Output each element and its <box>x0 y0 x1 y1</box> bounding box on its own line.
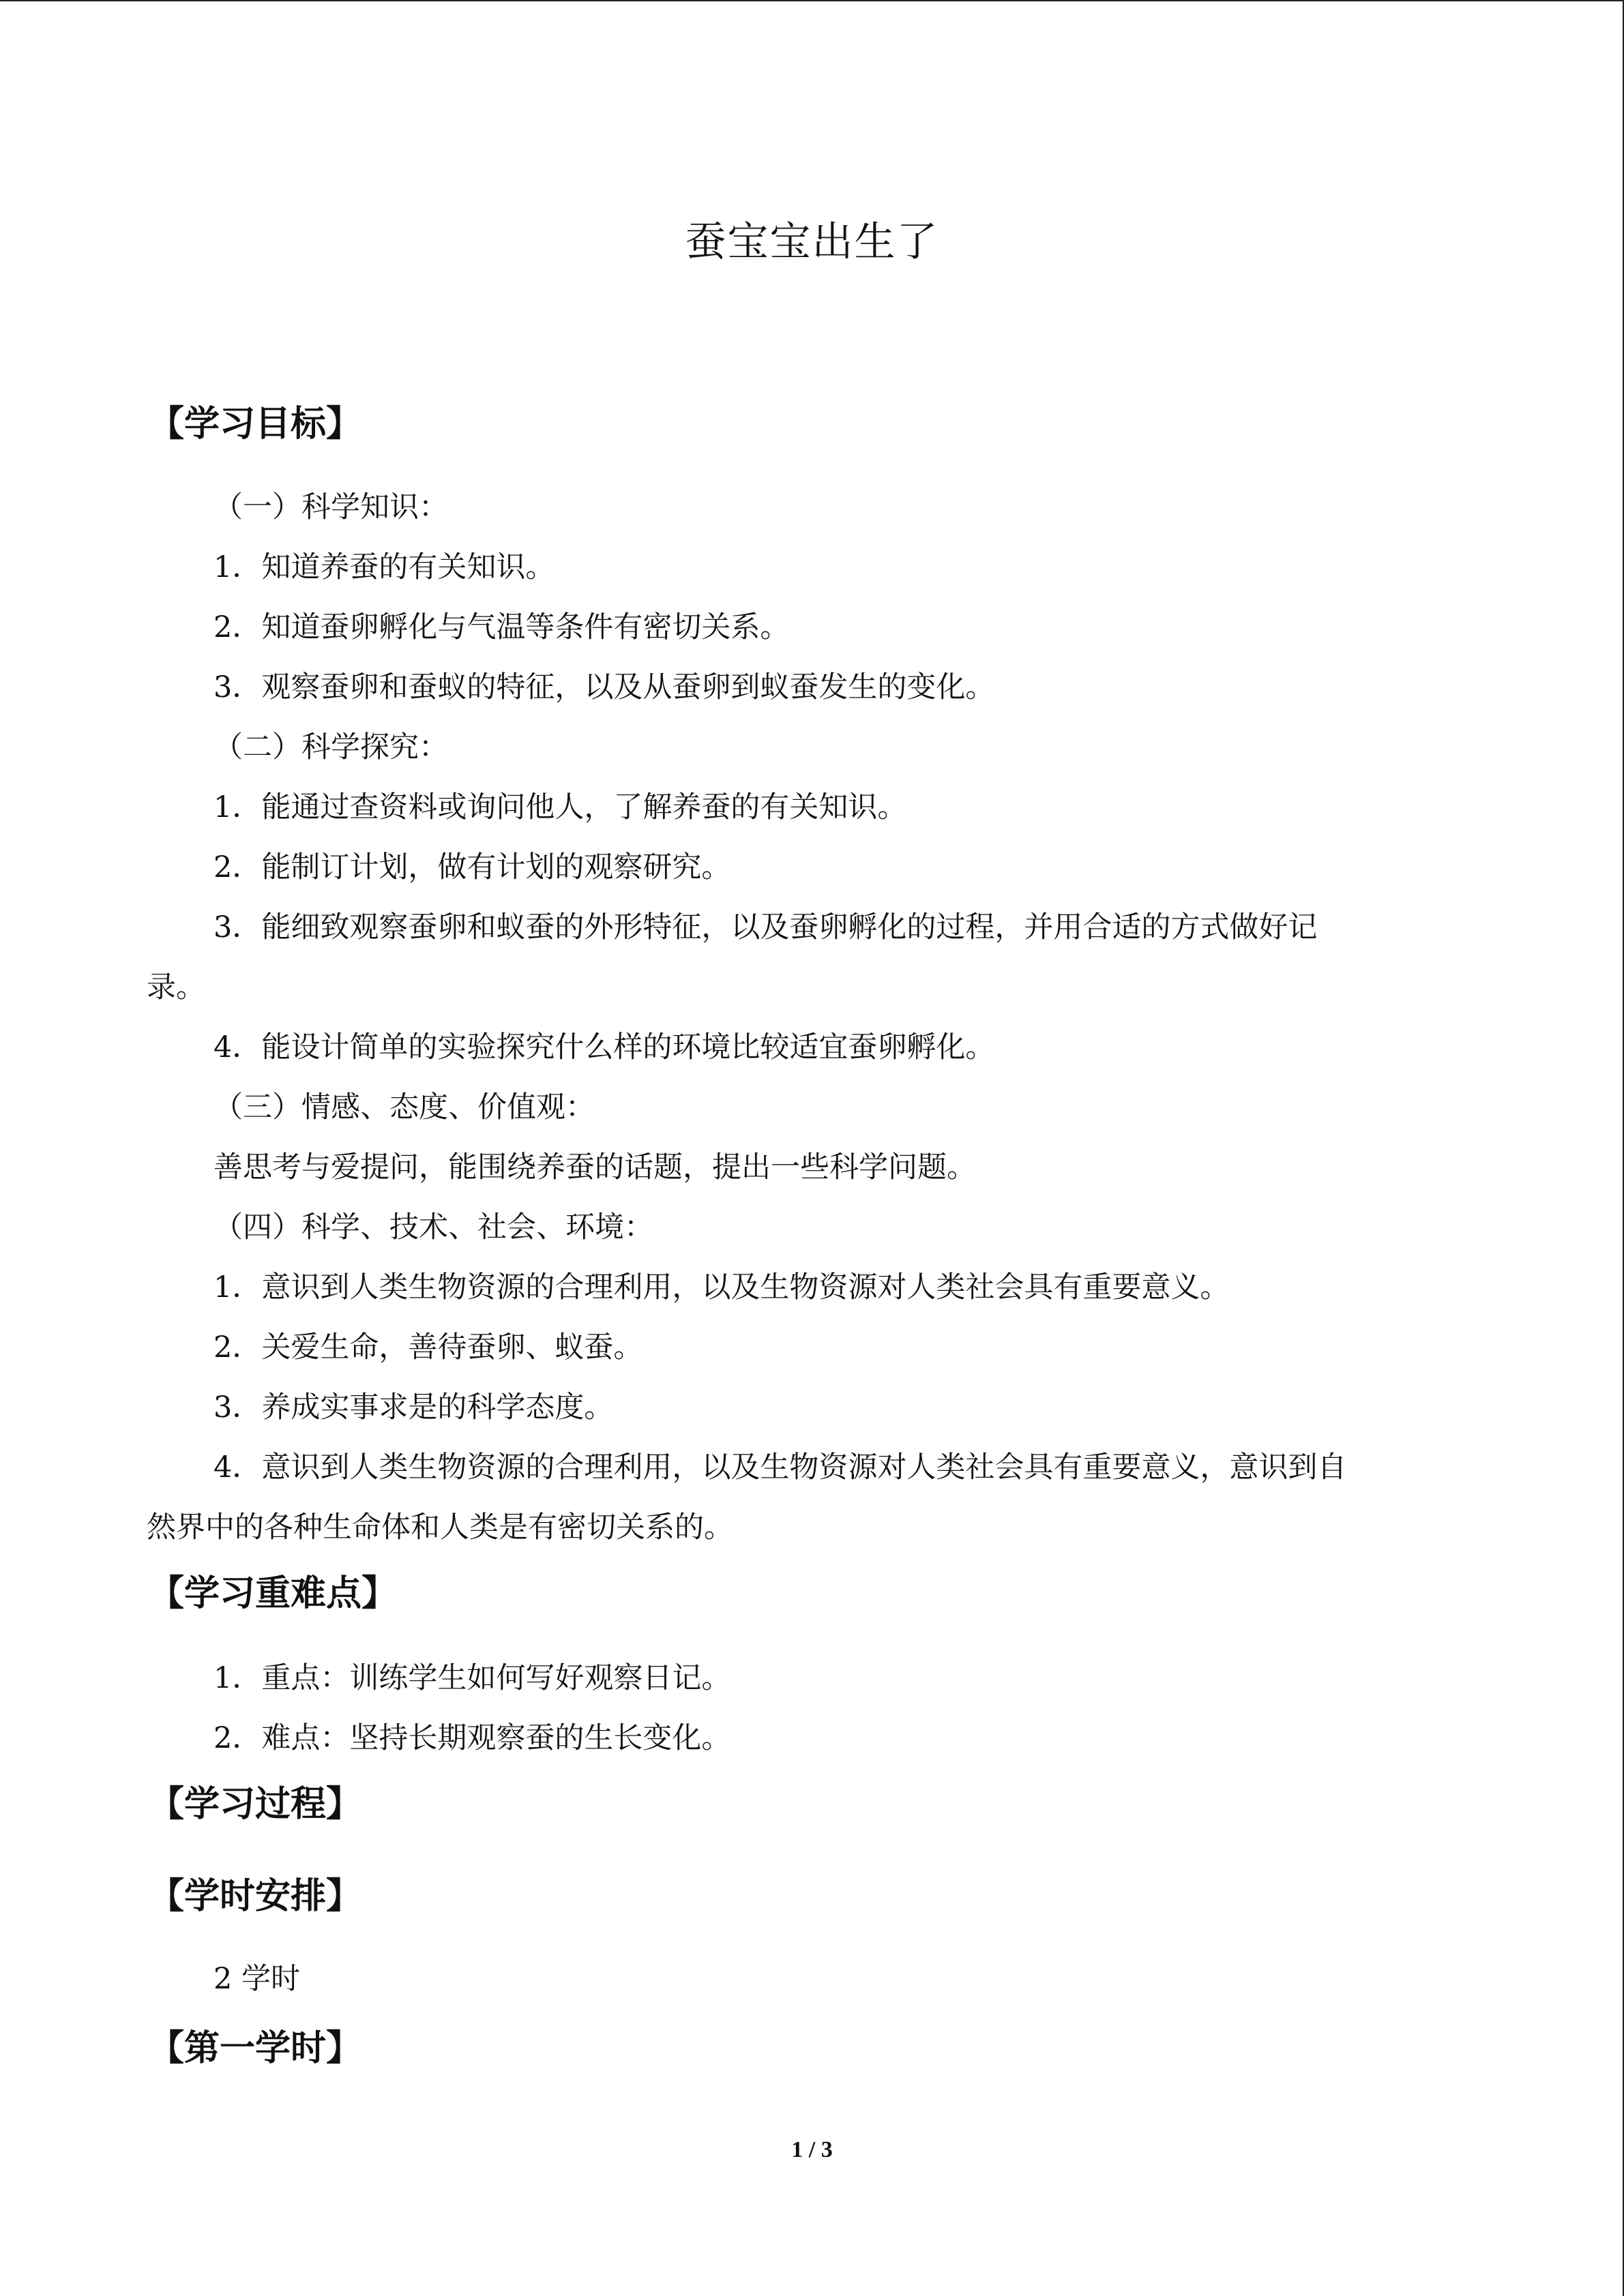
list-item: 1．重点：训练学生如何写好观察日记。 <box>213 1661 731 1695</box>
section-title-inquiry: （二）科学探究： <box>213 730 448 764</box>
list-item: 3．观察蚕卵和蚕蚁的特征，以及从蚕卵到蚁蚕发生的变化。 <box>213 670 995 704</box>
page-title: 蚕宝宝出生了 <box>685 218 939 266</box>
heading-first-period: 【第一学时】 <box>149 2028 362 2069</box>
list-item: 1．意识到人类生物资源的合理利用，以及生物资源对人类社会具有重要意义。 <box>213 1270 1230 1304</box>
list-item: 1．知道养蚕的有关知识。 <box>213 550 555 584</box>
list-item: 1．能通过查资料或询问他人，了解养蚕的有关知识。 <box>213 790 907 824</box>
list-item: 4．意识到人类生物资源的合理利用，以及生物资源对人类社会具有重要意义，意识到自 <box>213 1450 1347 1485</box>
section-title-knowledge: （一）科学知识： <box>213 490 448 524</box>
section-title-attitude: （三）情感、态度、价值观： <box>213 1090 595 1124</box>
list-item: 4．能设计简单的实验探究什么样的环境比较适宜蚕卵孵化。 <box>213 1030 995 1064</box>
heading-schedule: 【学时安排】 <box>149 1876 362 1917</box>
list-item: 2．难点：坚持长期观察蚕的生长变化。 <box>213 1721 731 1755</box>
paragraph: 善思考与爱提问，能围绕养蚕的话题，提出一些科学问题。 <box>213 1150 976 1184</box>
list-item: 3．能细致观察蚕卵和蚁蚕的外形特征，以及蚕卵孵化的过程，并用合适的方式做好记 <box>213 910 1318 944</box>
heading-process: 【学习过程】 <box>149 1784 362 1825</box>
list-item-continuation: 录。 <box>147 970 205 1004</box>
list-item: 2．知道蚕卵孵化与气温等条件有密切关系。 <box>213 610 790 644</box>
list-item-continuation: 然界中的各种生命体和人类是有密切关系的。 <box>147 1510 733 1545</box>
list-item: 3．养成实事求是的科学态度。 <box>213 1390 614 1425</box>
schedule-text: 2 学时 <box>213 1962 301 1996</box>
page-number: 1 / 3 <box>791 2137 833 2162</box>
heading-objectives: 【学习目标】 <box>149 404 362 445</box>
section-title-stse: （四）科学、技术、社会、环境： <box>213 1210 653 1244</box>
heading-key-points: 【学习重难点】 <box>149 1573 398 1614</box>
list-item: 2．能制订计划，做有计划的观察研究。 <box>213 850 731 884</box>
list-item: 2．关爱生命，善待蚕卵、蚁蚕。 <box>213 1330 643 1365</box>
